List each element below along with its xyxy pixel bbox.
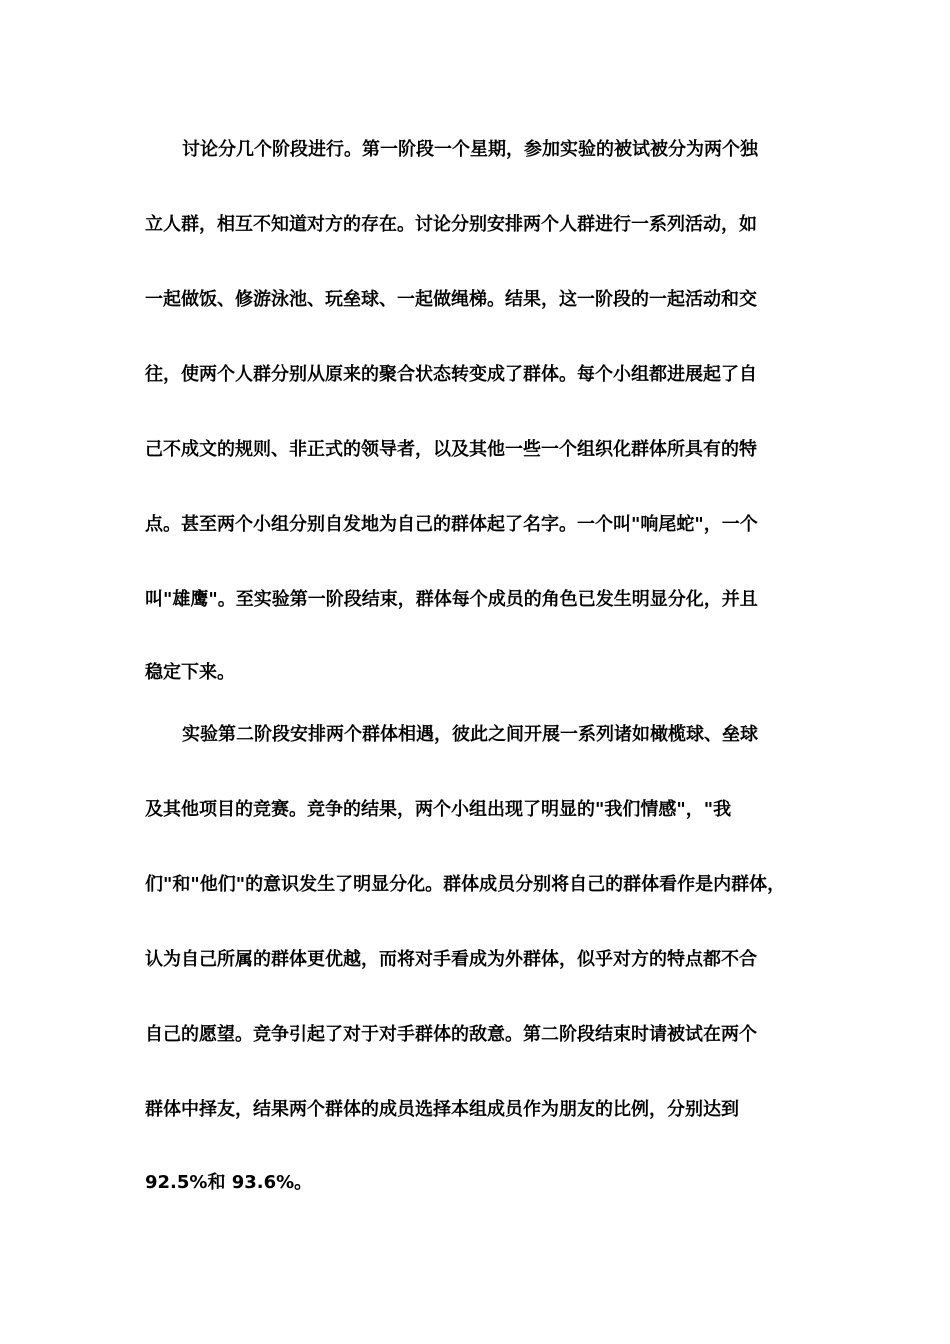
paragraph-line: 92.5%和 93.6%。: [145, 1172, 313, 1193]
paragraph-line: 己不成文的规则、非正式的领导者，以及其他一些一个组织化群体所具有的特: [145, 439, 757, 460]
paragraph-line: 实验第二阶段安排两个群体相遇，彼此之间开展一系列诸如橄榄球、垒球: [182, 724, 758, 745]
paragraph-line: 认为自己所属的群体更优越，而将对手看成为外群体，似乎对方的特点都不合: [145, 949, 757, 970]
paragraph-line: 稳定下来。: [145, 662, 235, 683]
paragraph-line: 叫"雄鹰"。至实验第一阶段结束，群体每个成员的角色已发生明显分化，并且: [145, 589, 758, 610]
paragraph-line: 往，使两个人群分别从原来的聚合状态转变成了群体。每个小组都进展起了自: [145, 364, 757, 385]
paragraph-line: 自己的愿望。竞争引起了对于对手群体的敌意。第二阶段结束时请被试在两个: [145, 1024, 757, 1045]
paragraph-line: 讨论分几个阶段进行。第一阶段一个星期，参加实验的被试被分为两个独: [182, 139, 758, 160]
paragraph-line: 及其他项目的竞赛。竞争的结果，两个小组出现了明显的"我们情感"，"我: [145, 799, 732, 820]
paragraph-line: 立人群，相互不知道对方的存在。讨论分别安排两个人群进行一系列活动，如: [145, 214, 757, 235]
paragraph-line: 一起做饭、修游泳池、玩垒球、一起做绳梯。结果，这一阶段的一起活动和交: [145, 289, 757, 310]
paragraph-line: 点。甚至两个小组分别自发地为自己的群体起了名字。一个叫"响尾蛇"，一个: [145, 514, 758, 535]
paragraph-line: 们"和"他们"的意识发生了明显分化。群体成员分别将自己的群体看作是内群体，: [145, 874, 786, 895]
paragraph-line: 群体中择友，结果两个群体的成员选择本组成员作为朋友的比例，分别达到: [145, 1099, 739, 1120]
